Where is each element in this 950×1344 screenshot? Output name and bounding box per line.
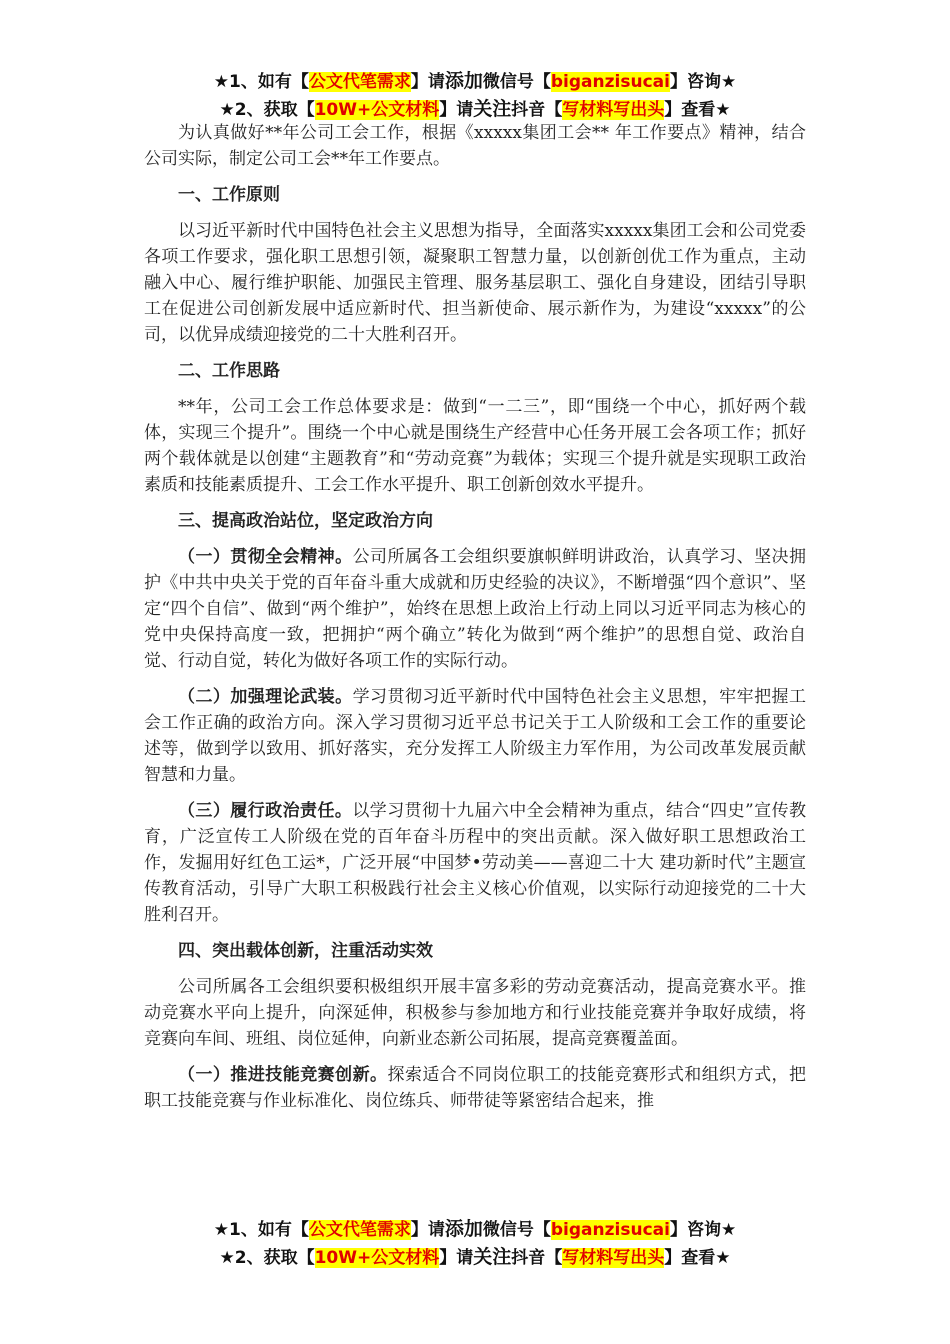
subheading-3-1: （一）贯彻全会精神。 [178, 547, 353, 567]
promo-text: 抖音【 [511, 1248, 563, 1268]
promo-text: 】查看★ [664, 1248, 731, 1268]
subheading-3-3: （三）履行政治责任。 [178, 801, 353, 821]
promo-text: ★1、如有【 [213, 1220, 309, 1240]
promo-text: 】查看★ [664, 100, 731, 120]
promo-text: 】请 [439, 100, 474, 120]
promo-highlight: 10W+公文材料 [314, 1248, 440, 1268]
paragraph-4-1 [144, 1062, 806, 1114]
paragraph-3-2 [144, 684, 806, 788]
promo-emphasis: 添加 [444, 1218, 483, 1240]
promo-emphasis: 关注 [473, 1246, 512, 1268]
promo-text: 】咨询★ [669, 1220, 737, 1240]
promo-banner-bottom [0, 1216, 950, 1272]
promo-text: 】咨询★ [669, 72, 737, 92]
document-body [144, 120, 806, 1124]
paragraph-text: 学习贯彻习近平新时代中国特色社会主义思想，牢牢把握工会工作正确的政治方向。深入学习贯彻习近平总书记关于工人阶级和工会工作的重要论述等，做到学以致用、抓好落实，充分发挥工人阶级主力军作用，为公司改革发展贡献智慧和力量。 [144, 687, 807, 785]
promo-highlight: 公文代笔需求 [308, 1220, 411, 1240]
promo-line-2 [0, 1244, 950, 1272]
section-heading-4: 四、突出载体创新，注重活动实效 [178, 941, 433, 961]
section-heading-3: 三、提高政治站位，坚定政治方向 [178, 511, 433, 531]
intro-paragraph: 为认真做好**年公司工会工作，根据《xxxxx集团工会** 年工作要点》精神，结合公司实际，制定公司工会**年工作要点。 [144, 123, 806, 169]
promo-text: 】请 [410, 1220, 445, 1240]
paragraph-principles: 以习近平新时代中国特色社会主义思想为指导，全面落实xxxxx集团工会和公司党委各项工作要求，强化职工思想引领，凝聚职工智慧力量，以创新创优工作为重点，主动融入中心、履行维护职能、加强民主管理、服务基层职工、强化自身建设，团结引导职工在促进公司创新发展中适应新时代、担当新使命、展示新作为，为建设“xxxxx”的公司，以优异成绩迎接党的二十大胜利召开。 [144, 221, 806, 345]
promo-text: ★2、获取【 [219, 1248, 315, 1268]
douyin-id-highlight: 写材料写出头 [562, 100, 665, 120]
promo-highlight: 公文代笔需求 [308, 72, 411, 92]
subheading-4-1: （一）推进技能竞赛创新。 [178, 1065, 388, 1085]
paragraph-text: 探索适合不同岗位职工的技能竞赛形式和组织方式，把职工技能竞赛与作业标准化、岗位练兵、师带徒等紧密结合起来，推 [144, 1065, 807, 1111]
wechat-id-highlight: biganzisucai [550, 72, 670, 92]
promo-banner-top [0, 68, 950, 124]
paragraph-competitions: 公司所属各工会组织要积极组织开展丰富多彩的劳动竞赛活动，提高竞赛水平。推动竞赛水平向上提升，向深延伸，积极参与参加地方和行业技能竞赛并争取好成绩，将竞赛向车间、班组、岗位延伸，向新业态新公司拓展，提高竞赛覆盖面。 [144, 977, 806, 1049]
section-heading-2: 二、工作思路 [178, 361, 280, 381]
promo-text: 】请 [410, 72, 445, 92]
promo-text: 】请 [439, 1248, 474, 1268]
paragraph-3-3 [144, 798, 806, 928]
promo-emphasis: 关注 [473, 98, 512, 120]
promo-highlight: 10W+公文材料 [314, 100, 440, 120]
promo-text: ★2、获取【 [219, 100, 315, 120]
promo-text: ★1、如有【 [213, 72, 309, 92]
promo-emphasis: 添加 [444, 70, 483, 92]
promo-text: 抖音【 [511, 100, 563, 120]
promo-line-1 [0, 68, 950, 96]
paragraph-approach: **年，公司工会工作总体要求是：做到“一二三”，即“围绕一个中心，抓好两个载体，实现三个提升”。围绕一个中心就是围绕生产经营中心任务开展工会各项工作；抓好两个载体就是以创建“主题教育”和“劳动竞赛”为载体；实现三个提升就是实现职工政治素质和技能素质提升、工会工作水平提升、职工创新创效水平提升。 [144, 397, 806, 495]
promo-text: 微信号【 [482, 1220, 551, 1240]
douyin-id-highlight: 写材料写出头 [562, 1248, 665, 1268]
section-heading-1: 一、工作原则 [178, 185, 280, 205]
promo-line-1 [0, 1216, 950, 1244]
subheading-3-2: （二）加强理论武装。 [178, 687, 353, 707]
promo-text: 微信号【 [482, 72, 551, 92]
paragraph-text: 公司所属各工会组织要旗帜鲜明讲政治，认真学习、坚决拥护《中共中央关于党的百年奋斗重大成就和历史经验的决议》，不断增强“四个意识”、坚定“四个自信”、做到“两个维护”，始终在思想上政治上行动上同以习近平同志为核心的党中央保持高度一致，把拥护“两个确立”转化为做到“两个维护”的思想自觉、政治自觉、行动自觉，转化为做好各项工作的实际行动。 [144, 547, 807, 671]
paragraph-text: 以学习贯彻十九届六中全会精神为重点，结合“四史”宣传教育，广泛宣传工人阶级在党的百年奋斗历程中的突出贡献。深入做好职工思想政治工作，发掘用好红色工运*，广泛开展“中国梦•劳动美——喜迎二十大 建功新时代”主题宣传教育活动，引导广大职工积极践行社会主义核心价值观，以实际行动迎接党的二十大胜利召开。 [144, 801, 806, 925]
paragraph-3-1 [144, 544, 806, 674]
wechat-id-highlight: biganzisucai [550, 1220, 670, 1240]
